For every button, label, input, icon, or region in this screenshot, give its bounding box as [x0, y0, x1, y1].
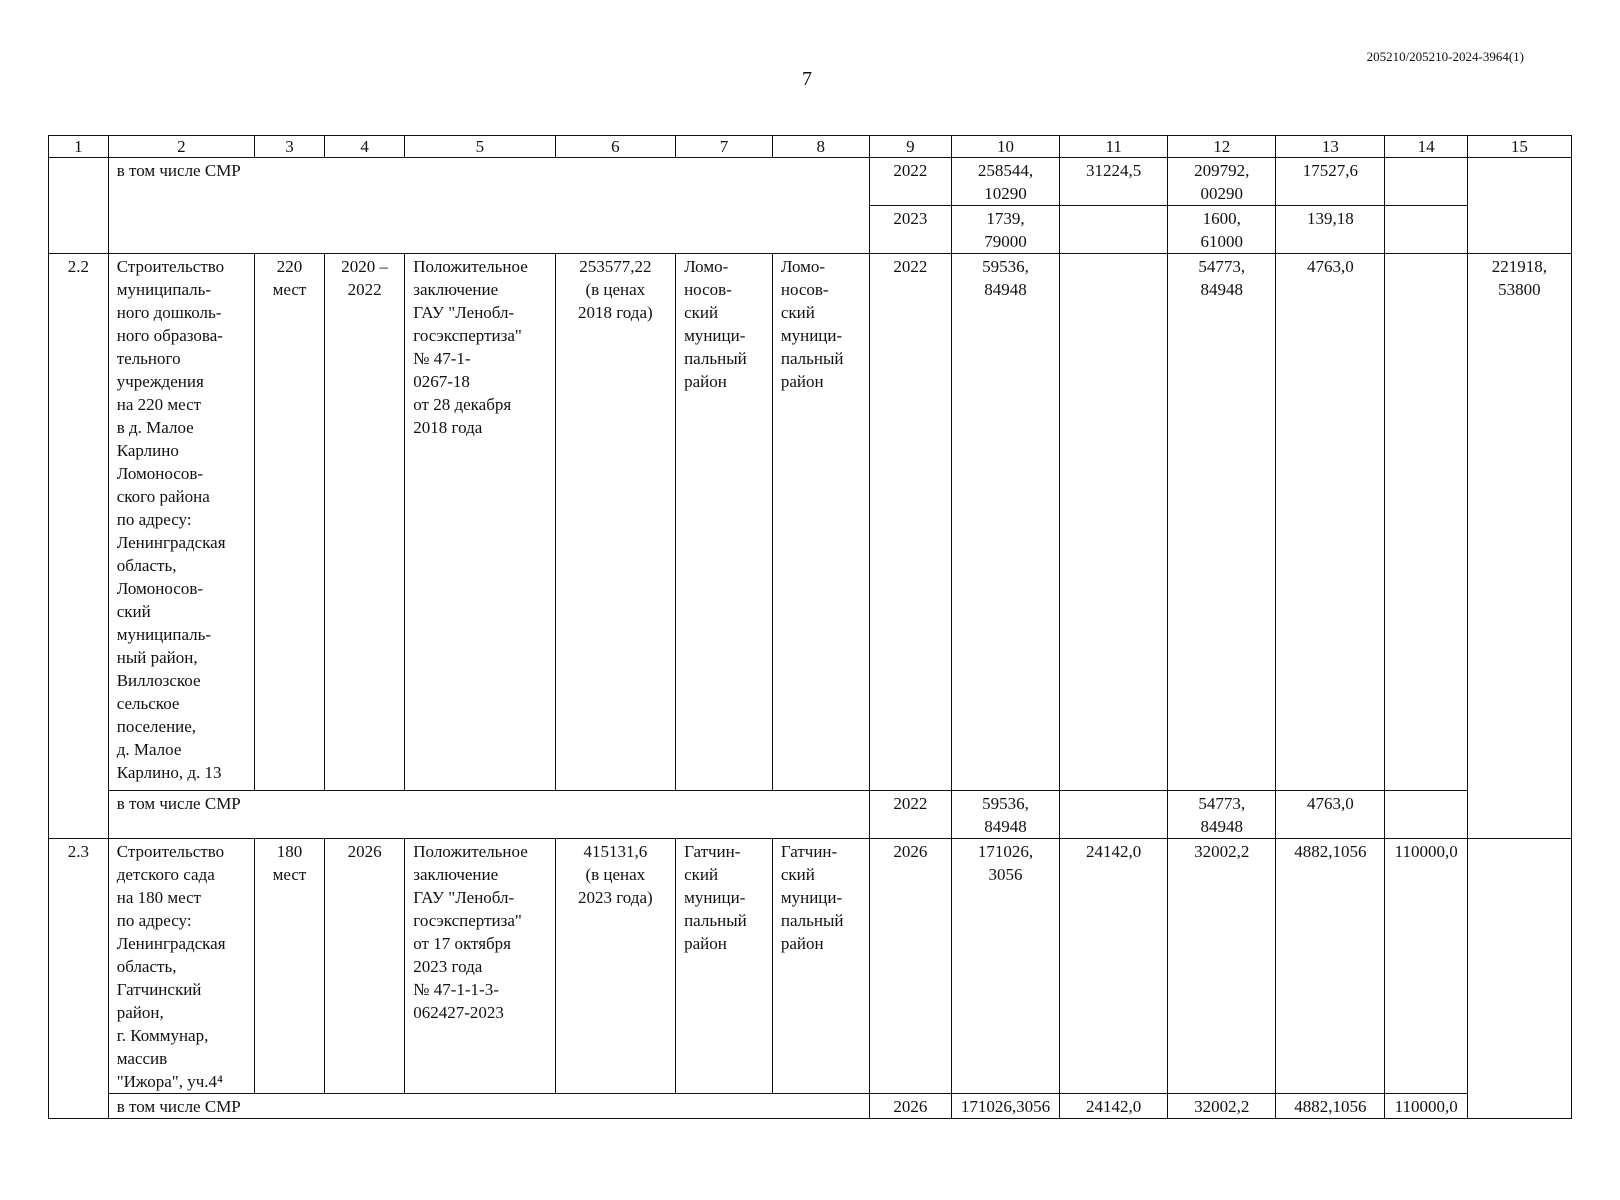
smr-label: в том числе СМР: [108, 1094, 869, 1119]
amount-cell: 59536, 84948: [952, 254, 1060, 791]
amount-cell: 1739, 79000: [952, 206, 1060, 254]
amount-cell: [1385, 254, 1467, 791]
page-number: 7: [802, 68, 812, 90]
amount-cell: 1600, 61000: [1168, 206, 1276, 254]
column-number: 2: [108, 136, 254, 158]
amount-cell: 31224,5: [1060, 158, 1168, 206]
amount-cell: 32002,2: [1168, 1094, 1276, 1119]
year-cell: 2022: [869, 254, 951, 791]
column-number: 1: [49, 136, 109, 158]
year-cell: 2026: [869, 1094, 951, 1119]
column-number: 15: [1467, 136, 1571, 158]
amount-cell: [1060, 791, 1168, 839]
amount-cell: 54773, 84948: [1168, 254, 1276, 791]
period-cell: 2020 – 2022: [324, 254, 404, 791]
amount-cell: 4882,1056: [1276, 1094, 1385, 1119]
object-number: 2.2: [49, 254, 109, 839]
object-number: 2.3: [49, 839, 109, 1119]
document-id: 205210/205210-2024-3964(1): [1366, 49, 1524, 64]
amount-cell: 32002,2: [1168, 839, 1276, 1094]
period-cell: 2026: [324, 839, 404, 1094]
year-cell: 2026: [869, 839, 951, 1094]
developer-cell: Гатчин- ский муници- пальный район: [772, 839, 869, 1094]
column-number: 3: [254, 136, 324, 158]
cost-cell: 415131,6 (в ценах 2023 года): [555, 839, 675, 1094]
amount-cell: 221918, 53800: [1467, 254, 1571, 839]
empty-cell: [49, 158, 109, 254]
cost-cell: 253577,22 (в ценах 2018 года): [555, 254, 675, 791]
amount-cell: 24142,0: [1060, 839, 1168, 1094]
amount-cell: 4763,0: [1276, 254, 1385, 791]
smr-label: в том числе СМР: [108, 791, 869, 839]
object-name: Строительство детского сада на 180 мест по адресу: Ленинградская область, Гатчинский район, г. Коммунар, массив "Ижора", уч.4⁴: [108, 839, 254, 1094]
amount-cell: 110000,0: [1385, 839, 1467, 1094]
budget-table-wrapper: [48, 135, 1572, 1119]
amount-cell: 59536, 84948: [952, 791, 1060, 839]
column-number: 11: [1060, 136, 1168, 158]
expertise-cell: Положительное заключение ГАУ "Ленобл- госэкспертиза" № 47-1- 0267-18 от 28 декабря 2018 года: [405, 254, 555, 791]
empty-cell: [1467, 158, 1571, 254]
amount-cell: [1385, 206, 1467, 254]
column-number: 8: [772, 136, 869, 158]
column-number: 7: [676, 136, 773, 158]
year-cell: 2022: [869, 158, 951, 206]
column-number-row: [49, 136, 1572, 158]
amount-cell: 139,18: [1276, 206, 1385, 254]
amount-cell: 209792, 00290: [1168, 158, 1276, 206]
amount-cell: [1060, 254, 1168, 791]
column-number: 14: [1385, 136, 1467, 158]
amount-cell: 171026, 3056: [952, 839, 1060, 1094]
customer-cell: Гатчин- ский муници- пальный район: [676, 839, 773, 1094]
column-number: 12: [1168, 136, 1276, 158]
column-number: 4: [324, 136, 404, 158]
object-row-2-3: [49, 839, 1572, 1094]
amount-cell: 24142,0: [1060, 1094, 1168, 1119]
smr-label: в том числе СМР: [108, 158, 869, 254]
object-name: Строительство муниципаль- ного дошколь- ного образова- тельного учреждения на 220 мест в д. Малое Карлино Ломоносов- ского района по адресу: Ленинградская область, Ломоносов- ский муниципаль- ный район, Виллозское сельское поселение, д. Малое Карлино, д. 13: [108, 254, 254, 791]
column-number: 6: [555, 136, 675, 158]
customer-cell: Ломо- носов- ский муници- пальный район: [676, 254, 773, 791]
object-row-2-2: [49, 254, 1572, 791]
amount-cell: 17527,6: [1276, 158, 1385, 206]
developer-cell: Ломо- носов- ский муници- пальный район: [772, 254, 869, 791]
column-number: 13: [1276, 136, 1385, 158]
capacity-cell: 180 мест: [254, 839, 324, 1094]
capacity-cell: 220 мест: [254, 254, 324, 791]
amount-cell: 171026,3056: [952, 1094, 1060, 1119]
amount-cell: 4882,1056: [1276, 839, 1385, 1094]
amount-cell: 54773, 84948: [1168, 791, 1276, 839]
year-cell: 2023: [869, 206, 951, 254]
column-number: 9: [869, 136, 951, 158]
amount-cell: 258544, 10290: [952, 158, 1060, 206]
amount-cell: [1467, 839, 1571, 1119]
smr-row: [49, 1094, 1572, 1119]
amount-cell: 4763,0: [1276, 791, 1385, 839]
amount-cell: 110000,0: [1385, 1094, 1467, 1119]
expertise-cell: Положительное заключение ГАУ "Ленобл- госэкспертиза" от 17 октября 2023 года № 47-1-1-3- 062427-2023: [405, 839, 555, 1094]
column-number: 5: [405, 136, 555, 158]
amount-cell: [1385, 791, 1467, 839]
smr-row: [49, 158, 1572, 206]
investment-objects-table: [48, 135, 1572, 1119]
year-cell: 2022: [869, 791, 951, 839]
column-number: 10: [952, 136, 1060, 158]
amount-cell: [1385, 158, 1467, 206]
smr-row: [49, 791, 1572, 839]
amount-cell: [1060, 206, 1168, 254]
